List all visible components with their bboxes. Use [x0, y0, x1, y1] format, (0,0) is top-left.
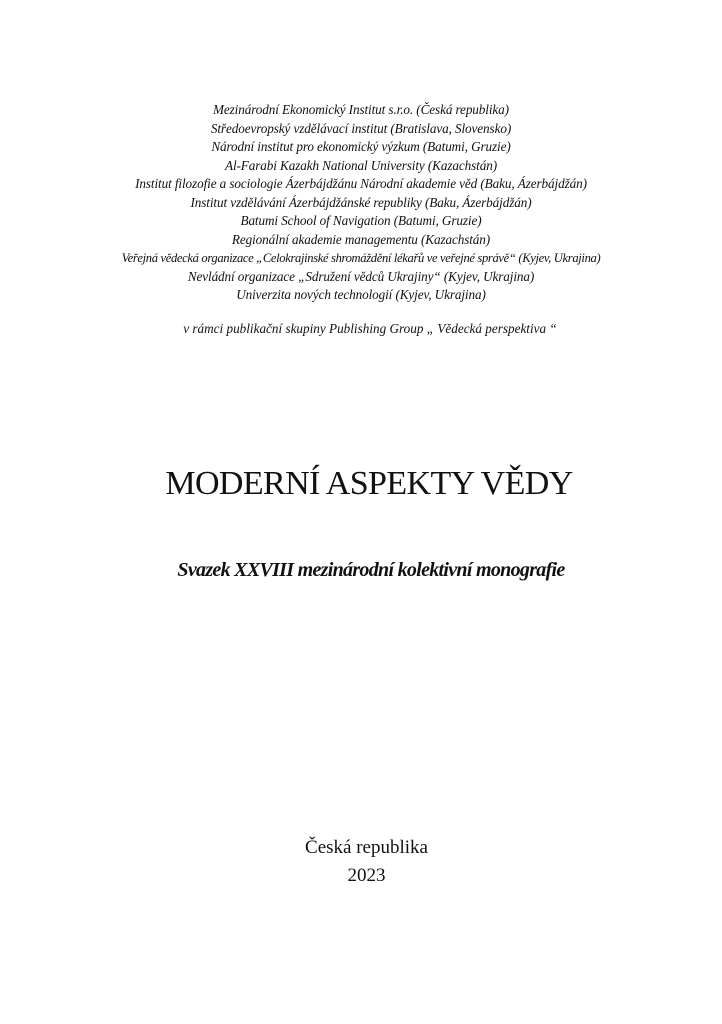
document-title: MODERNÍ ASPEKTY VĚDY [165, 465, 573, 502]
publication-year: 2023 [347, 865, 386, 886]
institution-line: Al-Farabi Kazakh National University (Kazachstán) [224, 157, 498, 173]
institution-line: Národní institut pro ekonomický výzkum (Batumi, Gruzie) [211, 139, 511, 154]
document-subtitle: Svazek XXVIII mezinárodní kolektivní monografie [177, 559, 565, 581]
institution-line: Institut vzdělávání Ázerbájdžánské republiky (Baku, Ázerbájdžán) [190, 194, 532, 210]
institution-line: Mezinárodní Ekonomický Institut s.r.o. (Česká republika) [213, 102, 509, 117]
publishing-group-note: v rámci publikační skupiny Publishing Group „ Vědecká perspektiva “ [183, 321, 557, 336]
institution-line: Středoevropský vzdělávací institut (Bratislava, Slovensko) [210, 120, 512, 136]
institution-line: Batumi School of Navigation (Batumi, Gruzie) [240, 213, 482, 228]
institution-line: Institut filozofie a sociologie Ázerbájdžánu Národní akademie věd (Baku, Ázerbájdžán) [135, 176, 587, 191]
publication-country: Česká republika [305, 837, 428, 858]
institution-line: Regionální akademie managementu (Kazachstán) [231, 231, 491, 247]
institution-line: Univerzita nových technologií (Kyjev, Ukrajina) [236, 287, 486, 302]
institution-line: Veřejná vědecká organizace „Celokrajinské shromáždění lékařů ve veřejné správě“ (Kyjev, Ukrajina) [121, 251, 601, 265]
institution-line: Nevládní organizace „Sdružení vědců Ukrajiny“ (Kyjev, Ukrajina) [187, 268, 535, 284]
institutions-list [0, 101, 722, 305]
imprint [0, 834, 722, 890]
